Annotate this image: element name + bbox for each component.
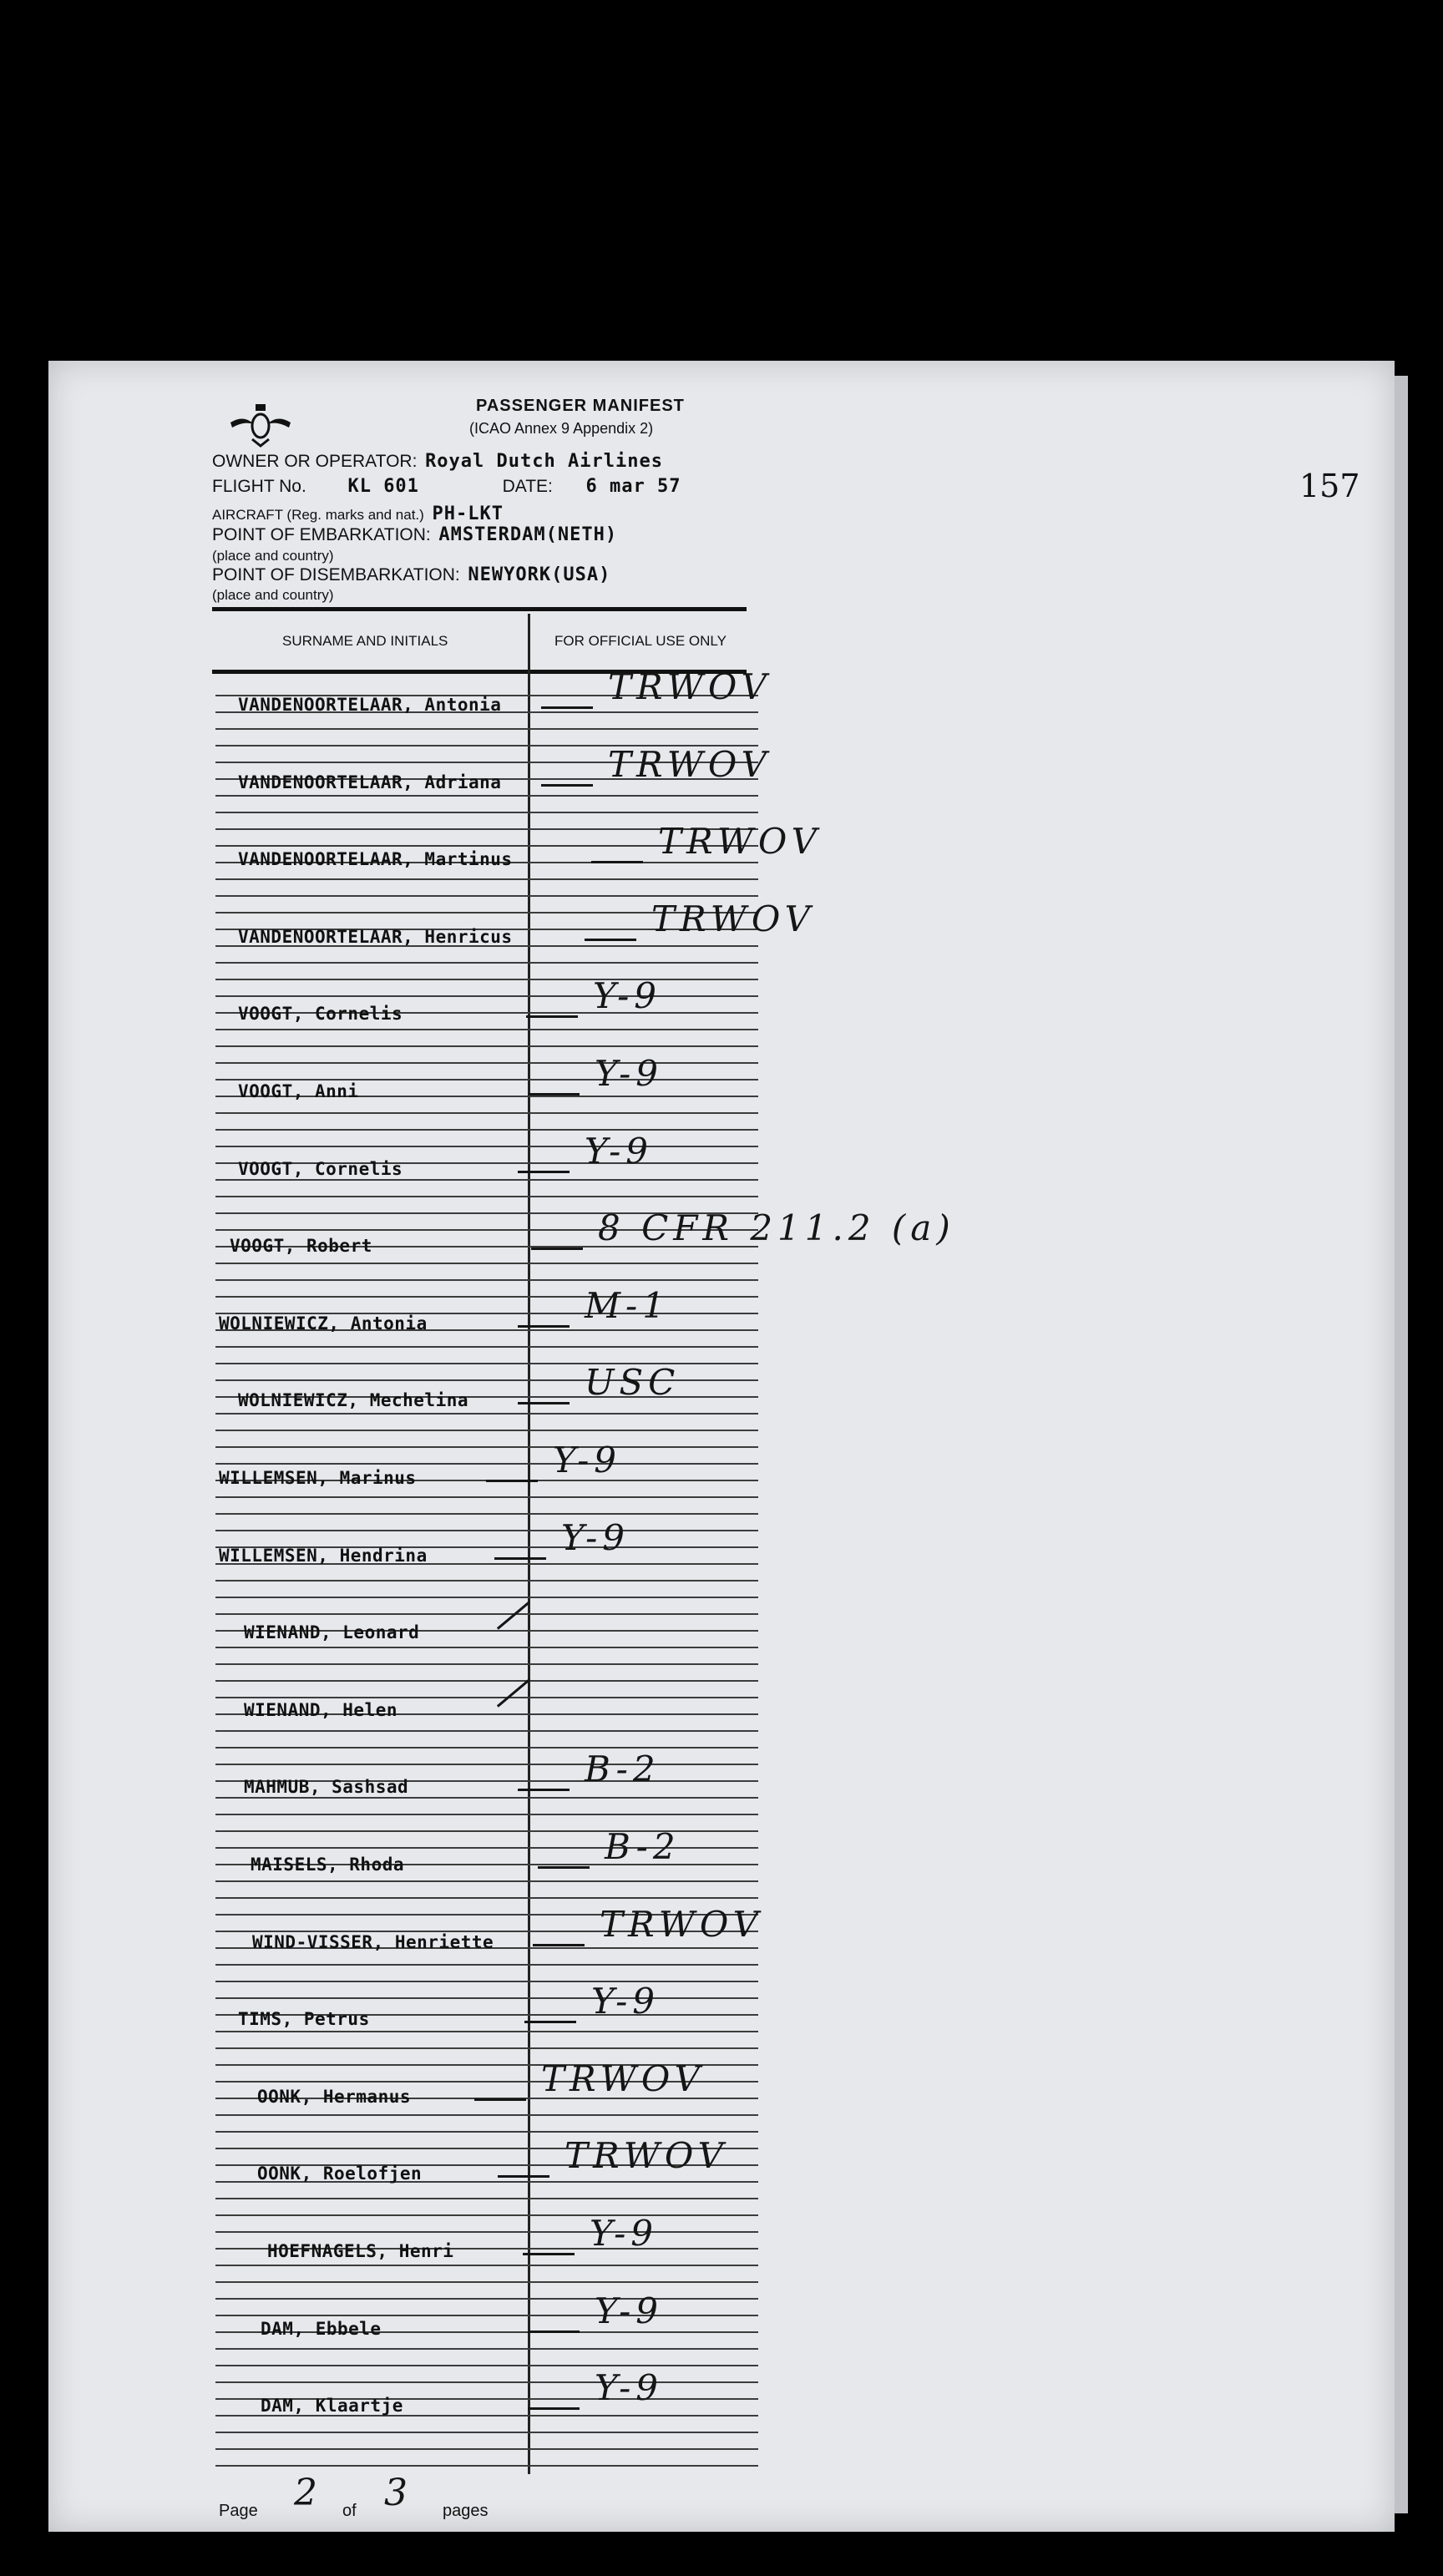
- footer-pages-label: pages: [443, 2502, 489, 2520]
- official-annotation: TRWOV: [565, 2135, 728, 2176]
- passenger-name: MAISELS, Rhoda: [251, 1855, 405, 1875]
- passenger-name: VANDENOORTELAAR, Martinus: [238, 849, 513, 869]
- passenger-name: MAHMUB, Sashsad: [244, 1777, 409, 1797]
- official-annotation: TRWOV: [541, 2058, 705, 2099]
- passenger-name: OONK, Roelofjen: [257, 2164, 423, 2184]
- passenger-name: VANDENOORTELAAR, Henricus: [238, 927, 513, 947]
- ruled-line: [215, 1029, 758, 1030]
- passenger-name: WOLNIEWICZ, Mechelina: [238, 1390, 469, 1410]
- annotation-dash: [494, 1557, 546, 1560]
- official-annotation: USC: [585, 1362, 681, 1403]
- ruled-line: [215, 2231, 758, 2233]
- disembark-value: NEWYORK(USA): [468, 564, 611, 585]
- official-annotation: TRWOV: [608, 666, 772, 707]
- disembark-note: (place and country): [212, 587, 334, 603]
- ruled-line: [215, 895, 758, 897]
- ruled-line: [215, 2298, 758, 2300]
- annotation-dash: [541, 706, 593, 709]
- annotation-dash: [585, 939, 636, 941]
- header-rule-top: [212, 607, 747, 611]
- ruled-line: [215, 1413, 758, 1415]
- official-annotation: TRWOV: [608, 744, 772, 785]
- official-annotation: Y-9: [585, 1131, 654, 1172]
- date-value: 6 mar 57: [585, 476, 681, 497]
- owner-row: [212, 451, 663, 472]
- passenger-name: WILLEMSEN, Hendrina: [219, 1546, 428, 1566]
- ruled-line: [215, 1129, 758, 1131]
- ruled-line: [215, 1697, 758, 1698]
- owner-label: OWNER OR OPERATOR:: [212, 452, 418, 471]
- footer-of-label: of: [342, 2502, 357, 2520]
- column-divider: [528, 614, 530, 2474]
- ruled-line: [215, 1747, 758, 1749]
- embark-value: AMSTERDAM(NETH): [438, 524, 618, 545]
- ruled-line: [215, 1530, 758, 1531]
- annotation-dash: [526, 1015, 578, 1018]
- ruled-line: [215, 1597, 758, 1598]
- passenger-name: VOOGT, Robert: [230, 1236, 372, 1256]
- ruled-line: [215, 2365, 758, 2366]
- annotation-dash: [518, 1171, 570, 1173]
- ruled-line: [215, 2381, 758, 2383]
- ruled-line: [215, 1513, 758, 1515]
- embark-row: [212, 524, 617, 545]
- ruled-line: [215, 1764, 758, 1765]
- ruled-line: [215, 2031, 758, 2032]
- ruled-line: [215, 1613, 758, 1615]
- ruled-line: [215, 1346, 758, 1348]
- ruled-line: [215, 2465, 758, 2467]
- official-annotation: Y-9: [595, 2290, 664, 2331]
- footer-page-value: 2: [294, 2472, 317, 2514]
- official-column-header: FOR OFFICIAL USE ONLY: [554, 633, 727, 649]
- ruled-line: [215, 1112, 758, 1114]
- annotation-dash: [528, 2407, 580, 2410]
- passenger-name: WIND-VISSER, Henriette: [252, 1932, 494, 1952]
- ruled-line: [215, 1196, 758, 1197]
- official-annotation: M-1: [585, 1285, 670, 1326]
- passenger-name: WOLNIEWICZ, Antonia: [219, 1313, 428, 1334]
- aircraft-label: AIRCRAFT (Reg. marks and nat.): [212, 507, 424, 523]
- ruled-line: [215, 1463, 758, 1465]
- ruled-line: [215, 995, 758, 997]
- ruled-line: [215, 812, 758, 813]
- ruled-line: [215, 1446, 758, 1448]
- embark-note: (place and country): [212, 548, 334, 564]
- ruled-line: [215, 1079, 758, 1081]
- official-annotation: Y-9: [595, 1053, 664, 1094]
- ruled-line: [215, 1045, 758, 1047]
- passenger-name: VANDENOORTELAAR, Adriana: [238, 772, 502, 792]
- passenger-name: WILLEMSEN, Marinus: [219, 1468, 417, 1488]
- official-annotation: Y-9: [553, 1440, 622, 1480]
- ruled-line: [215, 1797, 758, 1799]
- sheet-edge: [1395, 376, 1408, 2513]
- annotation-dash: [591, 861, 643, 863]
- official-annotation: TRWOV: [600, 1904, 763, 1945]
- ruled-line: [215, 1680, 758, 1682]
- annotation-dash: [498, 2175, 549, 2178]
- ruled-line: [215, 1496, 758, 1498]
- ruled-line: [215, 728, 758, 730]
- ruled-line: [215, 2432, 758, 2433]
- date-label: DATE:: [502, 477, 553, 496]
- official-annotation: Y-9: [591, 1981, 661, 2022]
- passenger-name: VOOGT, Cornelis: [238, 1159, 403, 1179]
- ruled-line: [215, 795, 758, 797]
- ruled-line: [215, 1279, 758, 1281]
- official-annotation: Y-9: [593, 975, 662, 1016]
- annotation-dash: [474, 2098, 526, 2101]
- ruled-line: [215, 1430, 758, 1431]
- ruled-line: [215, 1730, 758, 1732]
- official-annotation: B-2: [585, 1749, 661, 1789]
- ruled-line: [215, 979, 758, 980]
- ruled-line: [215, 2214, 758, 2216]
- flight-label: FLIGHT No.: [212, 477, 306, 496]
- passenger-name: OONK, Hermanus: [257, 2087, 412, 2107]
- official-annotation: Y-9: [595, 2367, 664, 2408]
- ruled-line: [215, 2315, 758, 2316]
- manifest-subtitle: (ICAO Annex 9 Appendix 2): [469, 420, 654, 437]
- footer-total-value: 3: [384, 2472, 408, 2514]
- official-annotation: 8 CFR 211.2 (a): [598, 1207, 955, 1248]
- aircraft-value: PH-LKT: [432, 504, 504, 524]
- passenger-name: VOOGT, Anni: [238, 1081, 359, 1101]
- ruled-line: [215, 1296, 758, 1298]
- manifest-title: PASSENGER MANIFEST: [476, 397, 685, 415]
- ruled-line: [215, 1580, 758, 1582]
- page-number-stamp: 157: [1299, 468, 1360, 504]
- ruled-line: [215, 1647, 758, 1648]
- passenger-name: HOEFNAGELS, Henri: [267, 2241, 454, 2261]
- official-annotation: TRWOV: [658, 821, 822, 862]
- disembark-label: POINT OF DISEMBARKATION:: [212, 565, 460, 585]
- ruled-line: [215, 1897, 758, 1899]
- ruled-line: [215, 1179, 758, 1181]
- ruled-line: [215, 2198, 758, 2199]
- ruled-line: [215, 2448, 758, 2450]
- passenger-name: VANDENOORTELAAR, Antonia: [238, 695, 502, 715]
- passenger-name: WIENAND, Helen: [244, 1700, 398, 1720]
- ruled-line: [215, 878, 758, 880]
- annotation-dash: [518, 1402, 570, 1404]
- ruled-line: [215, 1981, 758, 1982]
- ruled-line: [215, 2047, 758, 2049]
- disembark-row: [212, 564, 610, 585]
- ruled-line: [215, 1997, 758, 1999]
- passenger-name: WIENAND, Leonard: [244, 1622, 420, 1642]
- embark-label: POINT OF EMBARKATION:: [212, 525, 431, 544]
- ruled-line: [215, 2114, 758, 2116]
- owner-value: Royal Dutch Airlines: [425, 451, 663, 472]
- annotation-dash: [518, 1789, 570, 1791]
- ruled-line: [215, 2131, 758, 2133]
- ruled-line: [215, 2348, 758, 2350]
- passenger-name: DAM, Ebbele: [261, 2319, 382, 2339]
- flight-value: KL 601: [347, 476, 419, 497]
- ruled-line: [215, 1146, 758, 1147]
- annotation-dash: [533, 1944, 585, 1946]
- ruled-line: [215, 1964, 758, 1966]
- ruled-line: [215, 1663, 758, 1665]
- official-annotation: Y-9: [590, 2213, 659, 2254]
- annotation-dash: [524, 2021, 576, 2023]
- official-annotation: TRWOV: [651, 898, 815, 939]
- annotation-dash: [528, 2331, 580, 2333]
- annotation-dash: [531, 1248, 583, 1250]
- passenger-name: DAM, Klaartje: [261, 2396, 403, 2416]
- ruled-line: [215, 962, 758, 964]
- annotation-dash: [538, 1866, 590, 1869]
- annotation-dash: [523, 2253, 575, 2255]
- surname-column-header: SURNAME AND INITIALS: [282, 633, 448, 649]
- ruled-line: [215, 1814, 758, 1815]
- ruled-line: [215, 1263, 758, 1264]
- passenger-name: VOOGT, Cornelis: [238, 1004, 403, 1024]
- klm-crest-logo: [227, 401, 294, 448]
- ruled-line: [215, 2281, 758, 2283]
- official-annotation: Y-9: [561, 1517, 630, 1558]
- annotation-dash: [518, 1325, 570, 1328]
- footer-page-label: Page: [219, 2502, 258, 2520]
- ruled-line: [215, 1062, 758, 1064]
- aircraft-row: [212, 504, 504, 524]
- flight-row: [212, 476, 681, 497]
- passenger-name: TIMS, Petrus: [238, 2009, 370, 2029]
- annotation-dash: [486, 1480, 538, 1482]
- annotation-dash: [541, 784, 593, 787]
- ruled-line: [215, 2265, 758, 2266]
- ruled-line: [215, 1880, 758, 1882]
- official-annotation: B-2: [605, 1826, 681, 1867]
- annotation-dash: [528, 1093, 580, 1096]
